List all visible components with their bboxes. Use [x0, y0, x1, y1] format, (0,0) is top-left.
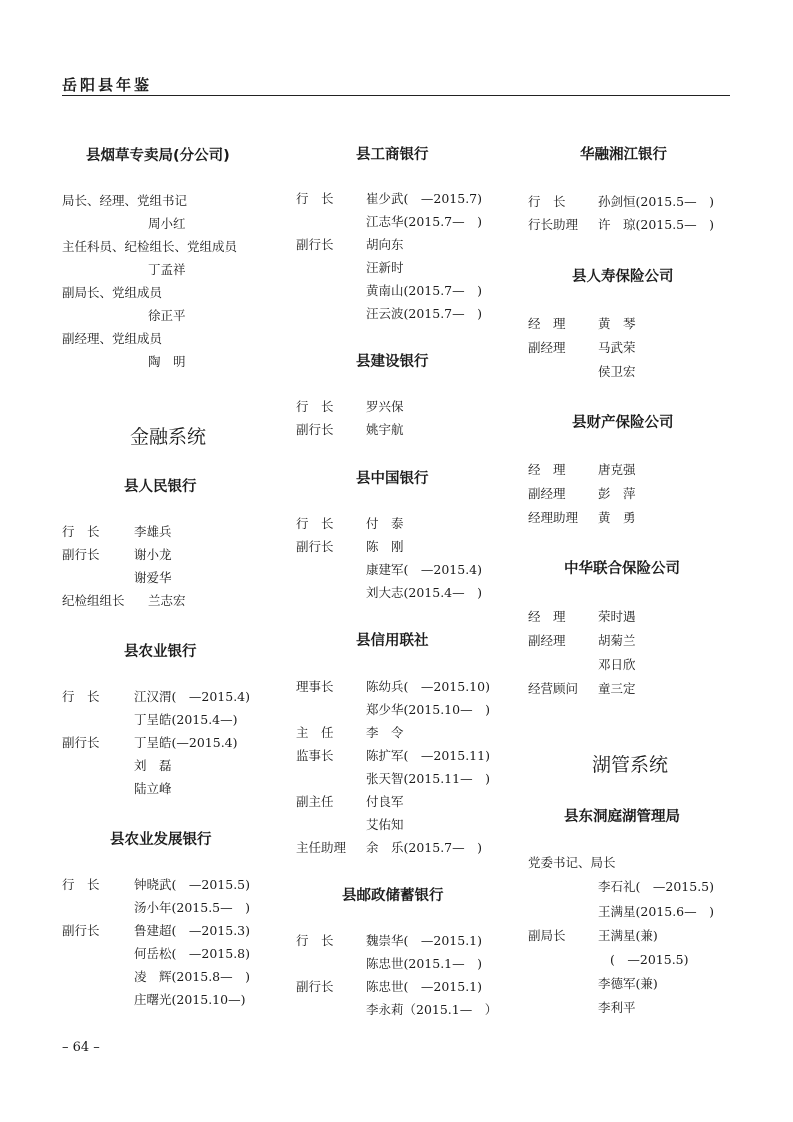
person: 魏崇华( —2015.1) [366, 933, 482, 948]
section-life-title: 县人寿保险公司 [572, 269, 674, 285]
person: 郑少华(2015.10— ) [366, 702, 490, 717]
person: 兰志宏 [148, 593, 186, 608]
text-line: 李利平 [598, 1000, 636, 1015]
role: 副行长 [62, 735, 100, 750]
section-boc-title: 县中国银行 [356, 471, 429, 487]
role: 副行长 [296, 422, 334, 437]
person: 李雄兵 [134, 524, 172, 539]
person: 马武荣 [598, 340, 636, 355]
role: 行 长 [296, 399, 334, 414]
person: 崔少武( —2015.7) [366, 191, 482, 206]
section-union-title: 中华联合保险公司 [564, 561, 680, 577]
text-line: 副局长、党组成员 [62, 285, 163, 300]
role: 副经理 [528, 340, 566, 355]
section-abc-title: 县农业银行 [124, 644, 197, 660]
person: 黄南山(2015.7— ) [366, 283, 482, 298]
person: 胡向东 [366, 237, 404, 252]
section-ccb-title: 县建设银行 [356, 354, 429, 370]
role: 行长助理 [528, 217, 579, 232]
person: 付良军 [366, 794, 404, 809]
role: 经 理 [528, 462, 566, 477]
section-psbc-title: 县邮政储蓄银行 [342, 888, 444, 904]
person: 陆立峰 [134, 781, 172, 796]
person: 鲁建超( —2015.3) [134, 923, 250, 938]
person: 罗兴保 [366, 399, 404, 414]
role: 副主任 [296, 794, 334, 809]
person: 黄 琴 [598, 316, 636, 331]
text-line: 李石礼( —2015.5) [598, 879, 714, 894]
text-line: 丁孟祥 [148, 262, 186, 277]
person: 彭 萍 [598, 486, 636, 501]
person: 李永莉（2015.1— ） [366, 1002, 498, 1017]
person: 谢小龙 [134, 547, 172, 562]
role: 主任助理 [296, 840, 347, 855]
role: 理事长 [296, 679, 334, 694]
person: 谢爱华 [134, 570, 172, 585]
text-line: ( —2015.5) [610, 952, 689, 967]
section-tobacco-title: 县烟草专卖局(分公司) [86, 148, 230, 164]
section-dongting-title: 县东洞庭湖管理局 [564, 809, 680, 825]
person: 张天智(2015.11— ) [366, 771, 490, 786]
role: 行 长 [296, 191, 334, 206]
role: 副经理 [528, 633, 566, 648]
person: 丁呈皓(2015.4—) [134, 712, 238, 727]
role: 副行长 [296, 979, 334, 994]
page-number: – 64 – [62, 1040, 100, 1055]
role: 副行长 [296, 237, 334, 252]
section-pboc-title: 县人民银行 [124, 479, 197, 495]
person: 钟晓武( —2015.5) [134, 877, 250, 892]
person: 庄曙光(2015.10—) [134, 992, 246, 1007]
text-line: 周小红 [148, 216, 186, 231]
person: 何岳松( —2015.8) [134, 946, 250, 961]
role: 主 任 [296, 725, 334, 740]
role: 经 理 [528, 609, 566, 624]
text-line: 徐正平 [148, 308, 186, 323]
role: 副行长 [62, 547, 100, 562]
section-rcu-title: 县信用联社 [356, 633, 429, 649]
person: 江志华(2015.7— ) [366, 214, 482, 229]
page-header: 岳阳县年鉴 [62, 76, 153, 94]
person: 陈忠世(2015.1— ) [366, 956, 482, 971]
person: 余 乐(2015.7— ) [366, 840, 482, 855]
role: 监事长 [296, 748, 334, 763]
text-line: 王满星(兼) [598, 928, 658, 943]
role: 经营顾问 [528, 681, 579, 696]
text-line: 党委书记、局长 [528, 855, 616, 870]
role: 行 长 [62, 877, 100, 892]
header-rule [62, 95, 730, 96]
section-property-title: 县财产保险公司 [572, 415, 674, 431]
text-line: 李德军(兼) [598, 976, 658, 991]
person: 陈 刚 [366, 539, 404, 554]
section-icbc-title: 县工商银行 [356, 147, 429, 163]
person: 凌 辉(2015.8— ) [134, 969, 250, 984]
role: 纪检组组长 [62, 593, 125, 608]
person: 唐克强 [598, 462, 636, 477]
person: 陈幼兵( —2015.10) [366, 679, 490, 694]
person: 姚宇航 [366, 422, 404, 437]
text-line: 主任科员、纪检组长、党组成员 [62, 239, 238, 254]
person: 李 令 [366, 725, 404, 740]
text-line: 局长、经理、党组书记 [62, 193, 188, 208]
role: 行 长 [528, 194, 566, 209]
person: 汪云波(2015.7— ) [366, 306, 482, 321]
person: 艾佑知 [366, 817, 404, 832]
role: 行 长 [296, 933, 334, 948]
role: 副行长 [296, 539, 334, 554]
person: 刘大志(2015.4— ) [366, 585, 482, 600]
person: 付 泰 [366, 516, 404, 531]
section-hrxj-title: 华融湘江银行 [580, 147, 667, 163]
role: 行 长 [62, 524, 100, 539]
text-line: 王满星(2015.6— ) [598, 904, 714, 919]
person: 江汉渭( —2015.4) [134, 689, 250, 704]
person: 康建军( —2015.4) [366, 562, 482, 577]
role: 副行长 [62, 923, 100, 938]
person: 汤小年(2015.5— ) [134, 900, 250, 915]
person: 陈扩军( —2015.11) [366, 748, 490, 763]
text-line: 陶 明 [148, 354, 186, 369]
person: 孙剑恒(2015.5— ) [598, 194, 714, 209]
person: 胡菊兰 [598, 633, 636, 648]
person: 刘 磊 [134, 758, 172, 773]
person: 童三定 [598, 681, 636, 696]
role: 行 长 [62, 689, 100, 704]
person: 侯卫宏 [598, 364, 636, 379]
role: 经理助理 [528, 510, 579, 525]
person: 邓日欣 [598, 657, 636, 672]
role: 经 理 [528, 316, 566, 331]
role: 副经理 [528, 486, 566, 501]
person: 陈忠世( —2015.1) [366, 979, 482, 994]
lake-system-title: 湖管系统 [592, 754, 669, 776]
person: 荣时遇 [598, 609, 636, 624]
person: 丁呈皓(—2015.4) [134, 735, 238, 750]
person: 汪新时 [366, 260, 404, 275]
person: 黄 勇 [598, 510, 636, 525]
person: 许 琼(2015.5— ) [598, 217, 714, 232]
role: 行 长 [296, 516, 334, 531]
text-line: 副经理、党组成员 [62, 331, 163, 346]
section-adbc-title: 县农业发展银行 [110, 832, 212, 848]
role: 副局长 [528, 928, 566, 943]
finance-system-title: 金融系统 [130, 426, 207, 448]
